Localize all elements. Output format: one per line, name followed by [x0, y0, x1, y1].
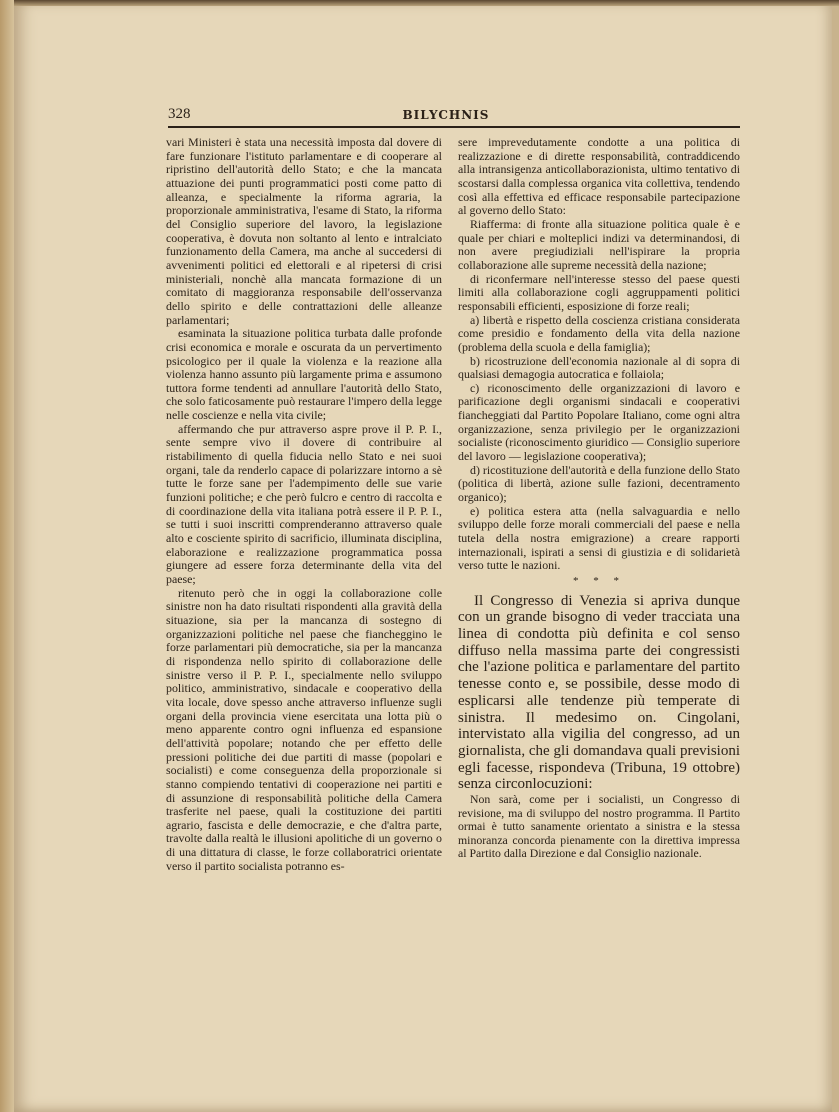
- section-separator: * * *: [573, 575, 625, 587]
- right-column: [458, 136, 740, 861]
- list-item: d) ricostituzione dell'autorità e della funzione dello Stato (politica di libertà, azione sulle fazioni, decentramento organico);: [458, 462, 740, 505]
- left-column: [166, 136, 442, 873]
- header-rule: [168, 126, 740, 128]
- page-left-edge: [0, 0, 14, 1112]
- paragraph: esaminata la situazione politica turbata dalle profonde crisi economica e morale e oscurata da un pervertimento psicologico per il quale la violenza e la reazione alla violenza hanno assunto più largamente prima e assumono tuttora forme tendenti ad annullare l'autorità dello Stato, che solo faticosamente può restaurare l'impero della legge nelle coscienze e nella vita civile;: [166, 326, 442, 423]
- list-item: c) riconoscimento delle organizzazioni di lavoro e parificazione degli organismi sindacali e cooperativi fiancheggiati dal Partito Popolare Italiano, come ogni altra organizzazione, senza privilegio per le organizzazioni socialiste (riconoscimento giuridico — Consiglio superiore del lavoro — legislazione cooperativa);: [458, 380, 740, 464]
- running-title: BILYCHNIS: [402, 108, 490, 122]
- quoted-paragraph: Non sarà, come per i socialisti, un Congresso di revisione, ma di sviluppo del nostro programma. Il Partito ormai è tutto sanamente orientato a sinistra e la stessa minoranza concorda pienamente con la direttiva impressa al Partito dalla Direzione e dal Consiglio nazionale.: [458, 792, 740, 861]
- page-number: 328: [168, 106, 191, 122]
- list-item: a) libertà e rispetto della coscienza cristiana considerata come presidio e fondamento della vita della nazione (problema della scuola e della famiglia);: [458, 312, 740, 354]
- paragraph: vari Ministeri è stata una necessità imposta dal dovere di fare funzionare l'istituto parlamentare e di cooperare al ripristino dell'autorità dello Stato; e che la mancata attuazione dei punti programmatici posti come patto di alleanza, e specialmente la riforma agraria, la proporzionale amministrativa, l'esame di Stato, la riforma del Consiglio superiore del lavoro, la legislazione cooperativa, è dovuta non soltanto al lento e intralciato funzionamento della Camera, ma anche al succedersi di avvenimenti politici ed elettorali e al ripetersi di crisi ministeriali, nonchè alla mancata formazione di un comitato di maggioranza responsabile dell'osservanza dello spirito e delle contrattazioni delle alleanze parlamentari;: [166, 135, 442, 327]
- list-item: e) politica estera atta (nella salvaguardia e nello sviluppo delle forze morali commerciali del paese e nella tutela della nostra emigrazione) a creare rapporti internazionali, ispirati a sensi di giustizia e di solidarietà verso tutte le nazioni.: [458, 503, 740, 573]
- paragraph: Riafferma: di fronte alla situazione politica quale è e quale per chiari e molteplici indizi va determinandosi, di non avere pregiudiziali nell'ispirare la propria collaborazione alle supreme necessità della nazione;: [458, 216, 740, 272]
- paragraph: affermando che pur attraverso aspre prove il P. P. I., sente sempre vivo il dovere di contribuire al ristabilimento di quella fiducia nello Stato e nei suoi organi, tale da renderlo capace di polarizzare intorno a sè tutte le forze sane per l'adempimento delle sue varie funzioni politiche; e che però fulcro e centro di raccolta e di coordinazione della vita italiana potrà essere il P. P. I., se tutti i suoi inscritti comprenderanno attraverso quale alto e cosciente spirito di sacrificio, illuminata disciplina, elaborazione e realizzazione programmatica possa giungere ad essere forza determinante della vita del paese;: [166, 421, 442, 586]
- paragraph: ritenuto però che in oggi la collaborazione colle sinistre non ha dato risultati rispondenti alla gravità della situazione, sia per la mancanza di sostegno di organizzazioni politiche nel paese che fiancheggino le forze parlamentari più democratiche, sia per la mancanza di rispondenza nello spirito di collaborazione delle sinistre verso il P. P. I., specialmente nello sviluppo politico, amministrativo, sindacale e cooperativo della vita locale, dove spesso anche attraverso influenze sugli organi della provincia viene esercitata una lotta più o meno apparente contro ogni influenza ed espansione dell'attività popolare; notando che per effetto delle pressioni politiche dei due partiti di masse (popolari e socialisti) e come conseguenza della proporzionale si stanno compiendo tentativi di cooperazione nei partiti e di assunzione di responsabilità politiche della Camera trasferite nel paese, quali la costituzione dei partiti agrario, fascista e delle democrazie, e che d'altra parte, travolte dalla realtà le illusioni apolitiche di un governo o di una dittatura di classe, le forze collaboratrici orientate verso il partito socialista potranno es-: [166, 585, 442, 873]
- page-header: [154, 104, 738, 126]
- page-top-edge: [14, 0, 839, 6]
- body-paragraph: Il Congresso di Venezia si apriva dunque con un grande bisogno di veder tracciata una linea di condotta più definita e col senso diffuso nella massima parte dei congressisti che l'azione politica e parlamentare del partito tenesse conto e, se possibile, desse modo di esplicarsi alle tendenze più temperate di sinistra. Il medesimo on. Cingolani, intervistato alla vigilia del congresso, ad un giornalista, che gli domandava quali previsioni egli facesse, rispondeva (Tribuna, 19 ottobre) senza circonlocuzioni:: [458, 592, 740, 793]
- list-item: b) ricostruzione dell'economia nazionale al di sopra di qualsiasi demagogia autocratica e follaiola;: [458, 353, 740, 382]
- paragraph: di riconfermare nell'interesse stesso del paese questi limiti alla collaborazione cogli aggruppamenti politici responsabili efficienti, esposizione di forze reali;: [458, 271, 740, 313]
- paragraph: sere imprevedutamente condotte a una politica di realizzazione e di dirette responsabilità, contraddicendo alla intransigenza anticollaborazionista, ultimo tentativo di scostarsi dalla complessa organica vita collettiva, tendendo così alla effettiva ed efficace responsabile partecipazione al governo dello Stato:: [458, 135, 740, 218]
